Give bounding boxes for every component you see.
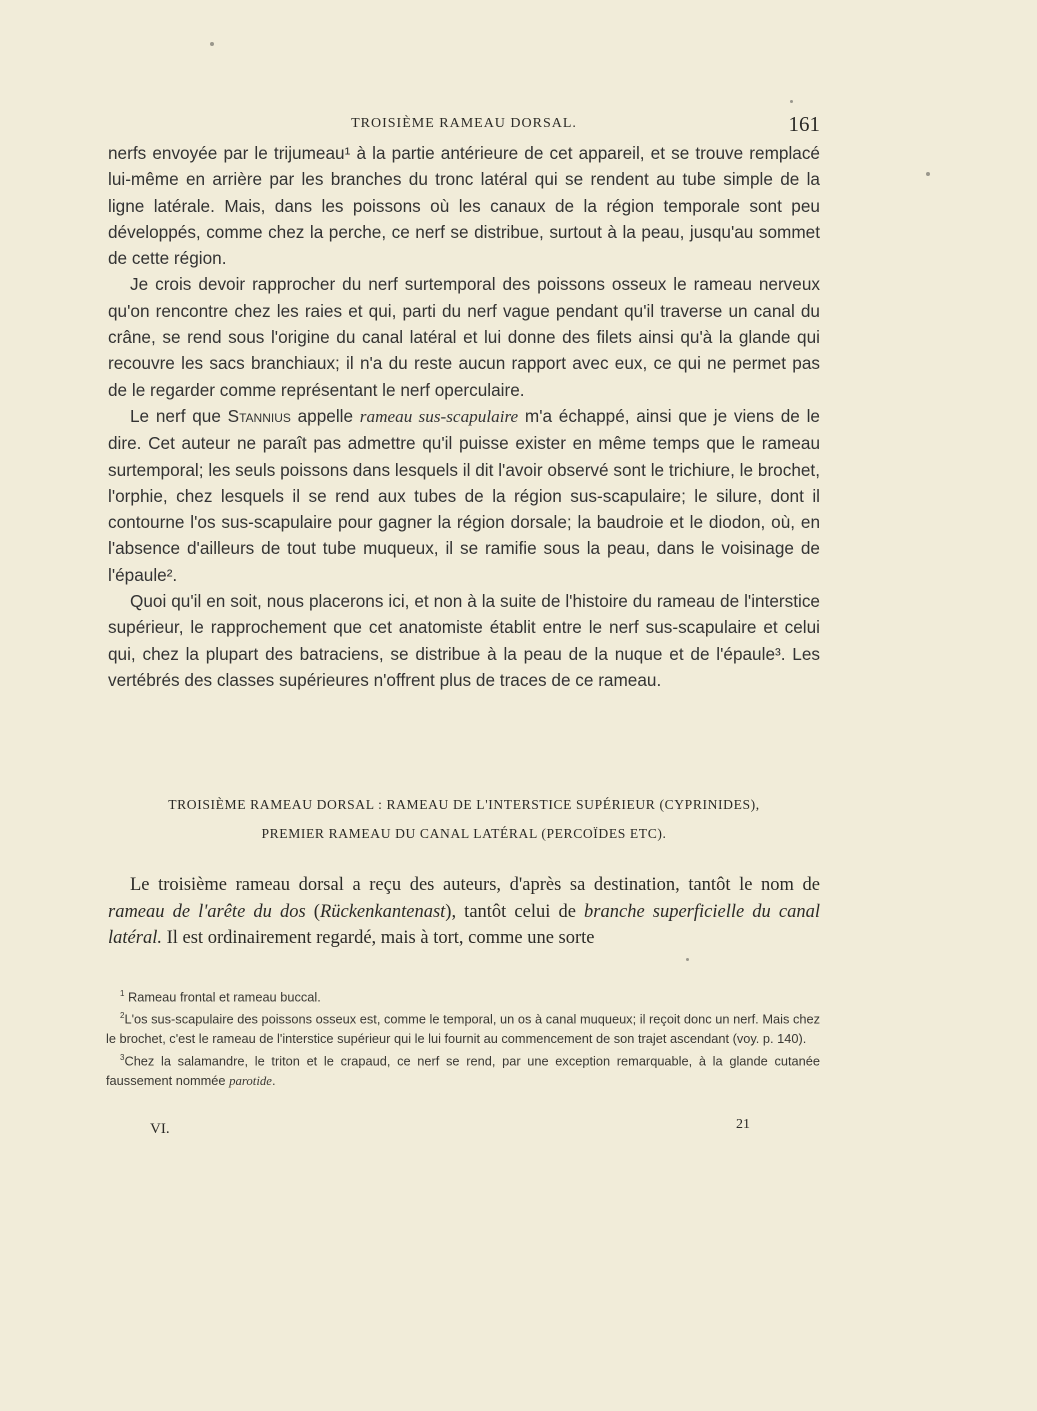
section-paragraph [108, 872, 820, 952]
paragraph-3-post: m'a échappé, ainsi que je viens de le dire. Cet auteur ne paraît pas admettre qu'il puisse exister en même temps que le rameau surtemporal; les seuls poissons dans lesquels il dit l'avoir observé sont le trichiure, le brochet, l'orphie, chez lesquels il se rend aux tubes de la région sus-scapulaire; le silure, dont il contourne l'os sus-scapulaire pour gagner la région dorsale; la baudroie et le diodon, où, en l'absence d'ailleurs de tout tube muqueux, il se ramifie sous la peau, dans le voisinage de l'épaule². [108, 405, 820, 585]
signature-number: 21 [736, 1117, 750, 1132]
paragraph-1: nerfs envoyée par le trijumeau¹ à la partie antérieure de cet appareil, et se trouve remplacé lui-même en arrière par les branches du tronc latéral qui se rendent au tube simple de la ligne latérale. Mais, dans les poissons où les canaux de la région temporale sont peu développés, comme chez la perche, ce nerf se distribue, surtout à la peau, jusqu'au sommet de cette région. [108, 143, 820, 269]
footnote-1 [106, 984, 820, 1006]
main-text [108, 140, 820, 693]
footnote-3-post: . [271, 1072, 276, 1088]
section-text-mid-1: ( [305, 901, 320, 922]
footnote-1-mark: 1 [120, 989, 125, 998]
footnote-2 [106, 1006, 820, 1048]
section-text-mid-2: ), tantôt celui de [445, 901, 585, 922]
section-italic-3: branche superficielle du canal latéral. [108, 901, 820, 948]
section-text-post: Il est ordinairement regardé, mais à tort, comme une sorte [161, 928, 595, 948]
section-text-pre: Le troisième rameau dorsal a reçu des auteurs, d'après sa destination, tantôt le nom de [130, 875, 820, 895]
footnote-1-text: Rameau frontal et rameau buccal. [128, 989, 321, 1005]
footnote-3-italic: parotide [229, 1073, 272, 1088]
running-title: TROISIÈME RAMEAU DORSAL. [351, 116, 577, 131]
footnotes [106, 984, 820, 1091]
section-heading-line-1: TROISIÈME RAMEAU DORSAL : RAMEAU DE L'INTERSTICE SUPÉRIEUR (CYPRINIDES), [168, 797, 760, 812]
signature-mark: VI. [150, 1121, 170, 1137]
section-italic-2: Rückenkantenast [319, 901, 446, 922]
italic-term: rameau sus-scapulaire [359, 406, 519, 426]
paragraph-3 [108, 403, 820, 588]
paragraph-2: Je crois devoir rapprocher du nerf surtemporal des poissons osseux le rameau nerveux qu'on rencontre chez les raies et qui, parti du nerf vague pendant qu'il traverse un canal du crâne, se rend sous l'origine du canal latéral et lui donne des filets ainsi qu'à la glande qui recouvre les sacs branchiaux; il n'a du reste aucun rapport avec eux, ce qui ne permet pas de le regarder comme représentant le nerf operculaire. [108, 274, 820, 400]
author-name: Stannius [227, 405, 291, 426]
footnote-2-text: L'os sus-scapulaire des poissons osseux est, comme le temporal, un os à canal muqueux; il reçoit donc un nerf. Mais chez le brochet, c'est le rameau de l'interstice supérieur qui le lui fournit au commencement de son trajet ascendant (voy. p. 140). [106, 1011, 820, 1046]
footnote-3-mark: 3 [120, 1053, 125, 1063]
running-head [108, 112, 820, 138]
paper-speck [926, 172, 930, 176]
section-body [108, 872, 820, 952]
section-heading [108, 790, 820, 848]
paragraph-3-pre: Le nerf que [130, 405, 228, 426]
paragraph-4: Quoi qu'il en soit, nous placerons ici, et non à la suite de l'histoire du rameau de l'interstice supérieur, le rapprochement que cet anatomiste établit entre le nerf sus-scapulaire et celui qui, chez la plupart des batraciens, se distribue à la peau de la nuque et de l'épaule³. Les vertébrés des classes supérieures n'offrent plus de traces de ce rameau. [108, 591, 820, 690]
paragraph-3-mid: appelle [290, 405, 360, 426]
footnote-3 [106, 1048, 820, 1091]
paper-speck [686, 958, 689, 961]
footnote-2-mark: 2 [120, 1011, 125, 1021]
section-heading-line-2: PREMIER RAMEAU DU CANAL LATÉRAL (PERCOÏDES ETC). [261, 826, 667, 841]
page-number: 161 [788, 112, 820, 136]
section-italic-1: rameau de l'arête du dos [108, 901, 306, 922]
paper-speck [790, 100, 793, 103]
footnote-3-pre: Chez la salamandre, le triton et le crapaud, ce nerf se rend, par une exception remarquable, à la glande cutanée faussement nommée [106, 1053, 820, 1088]
paper-speck [210, 42, 214, 46]
